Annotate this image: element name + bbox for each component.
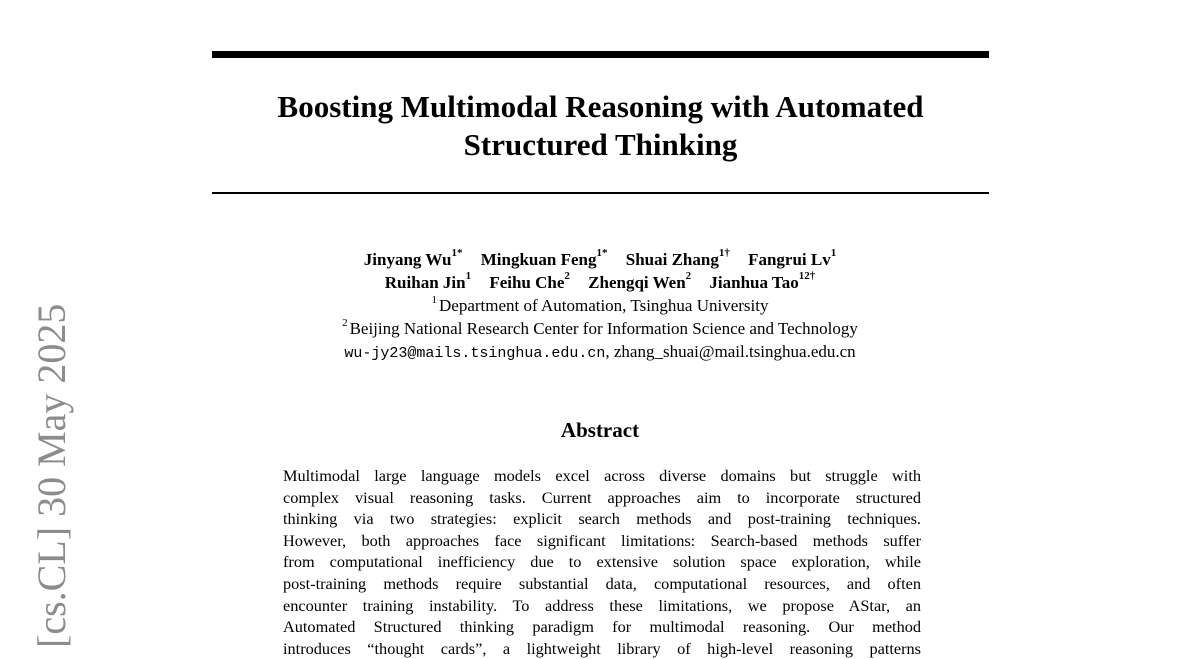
author-block <box>200 248 1000 294</box>
title-rule-top <box>212 51 989 58</box>
author: Mingkuan Feng$^{1*}$ <box>480 247 608 269</box>
title-line-2: Structured Thinking <box>463 127 738 162</box>
abstract-line: Automated Structured thinking paradigm for multimodal reasoning. Our method <box>283 617 921 637</box>
abstract-line: encounter training instability. To address these limitations, we propose AStar, an <box>283 595 921 615</box>
author: Jinyang $Wu^{1*}$ <box>363 247 463 269</box>
abstract-line: introduces “thought cards”, a lightweight library of high-level reasoning patterns <box>283 638 921 658</box>
author-row-2 <box>200 271 1000 294</box>
paper-title <box>212 88 989 164</box>
email-secondary[interactable]: , zhang_shuai@mail.tsinghua.edu.cn <box>605 342 856 361</box>
abstract-line: thinking via two strategies: explicit search methods and post-training techniques. <box>283 509 921 529</box>
arxiv-stamp: [cs.CL] 30 May 2025 <box>29 303 74 648</box>
abstract-heading: Abstract <box>560 418 640 442</box>
author: Ruihan Jin$^1$ <box>384 270 472 292</box>
title-line-1: Boosting Multimodal Reasoning with Automated <box>277 89 924 124</box>
author: Feihu Che$^2$ <box>489 270 570 292</box>
author: Zhengqi Wen$^2$ <box>588 270 692 292</box>
affiliation-1: $^1$ Department of Automation, Tsinghua University <box>431 294 769 315</box>
affiliations <box>200 294 1000 365</box>
title-rule-bottom <box>212 192 989 194</box>
author-row-1 <box>200 248 1000 271</box>
abstract-body <box>283 465 921 659</box>
abstract-line: complex visual reasoning tasks. Current approaches aim to incorporate structured <box>283 487 921 507</box>
abstract-line: from computational inefficiency due to extensive solution space exploration, while <box>283 552 921 572</box>
abstract-line: post-training methods require substantial data, computational resources, and often <box>283 573 921 593</box>
affiliation-2: $^2$ Beijing National Research Center for Information Science and Technology <box>342 317 858 338</box>
author: Jianhua Tao$^{12\dagger}$ <box>709 270 816 292</box>
author: Shuai Zhang$^{1\dagger}$ <box>625 247 730 269</box>
author: Fangrui Lv$^1$ <box>748 247 837 269</box>
abstract-line: However, both approaches face significant limitations: Search-based methods suffer <box>283 530 921 550</box>
abstract-line: Multimodal large language models excel across diverse domains but struggle with <box>283 466 921 485</box>
email-primary[interactable]: wu-jy23@mails.tsinghua.edu.cn <box>344 345 606 362</box>
email-line <box>200 340 1000 365</box>
